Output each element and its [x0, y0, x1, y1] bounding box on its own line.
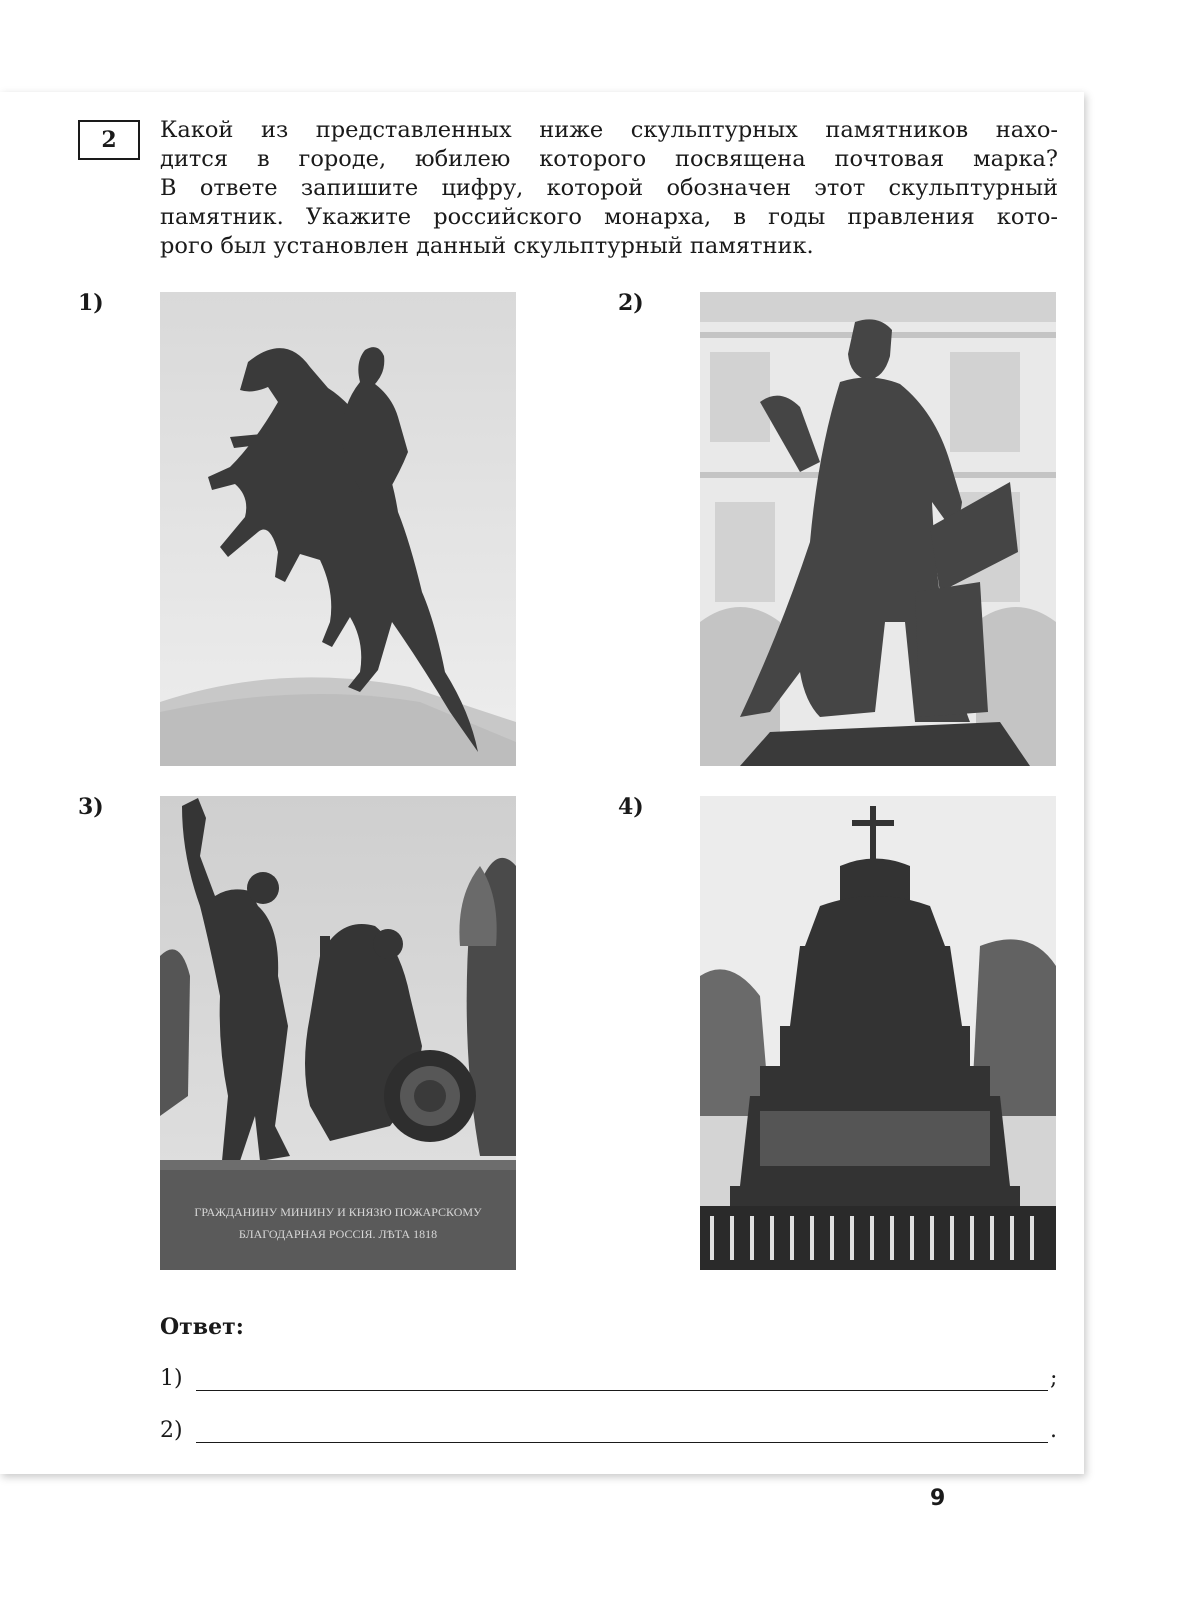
answer-1-label: 1) — [160, 1366, 183, 1391]
question-line: памятник. Укажите российского монарха, в годы правления кото- — [160, 204, 1058, 230]
answer-title: Ответ: — [160, 1314, 244, 1340]
answer-1-input-line[interactable] — [196, 1366, 1048, 1391]
task-number: 2 — [101, 127, 117, 153]
question-text — [160, 116, 1058, 261]
option-3-label: 3) — [78, 794, 104, 820]
answer-2-punct: . — [1050, 1418, 1057, 1443]
task-number-box — [78, 120, 140, 160]
svg-text:БЛАГОДАРНАЯ РОССІЯ. ЛѢТА 1818: БЛАГОДАРНАЯ РОССІЯ. ЛѢТА 1818 — [238, 1227, 438, 1241]
answer-2-input-line[interactable] — [196, 1418, 1048, 1443]
answer-1-punct: ; — [1050, 1366, 1058, 1391]
option-4-photo-millennium-of-russia — [700, 796, 1056, 1270]
answer-2-label: 2) — [160, 1418, 183, 1443]
option-2-label: 2) — [618, 290, 644, 316]
option-4-label: 4) — [618, 794, 644, 820]
option-3-photo-minin-pozharsky — [160, 796, 516, 1270]
question-line: дится в городе, юбилею которого посвящена почтовая марка? — [160, 146, 1058, 172]
question-line: Какой из представленных ниже скульптурных памятников нахо- — [160, 117, 1058, 143]
page-number: 9 — [930, 1486, 946, 1511]
option-2-photo-ivan-fyodorov — [700, 292, 1056, 766]
option-1-label: 1) — [78, 290, 104, 316]
question-line: рого был установлен данный скульптурный памятник. — [160, 233, 814, 259]
svg-text:ГРАЖДАНИНУ МИНИНУ И КНЯЗЮ ПОЖА: ГРАЖДАНИНУ МИНИНУ И КНЯЗЮ ПОЖАРСКОМУ — [194, 1205, 482, 1219]
question-line: В ответе запишите цифру, которой обозначен этот скульптурный — [160, 175, 1058, 201]
option-1-photo-bronze-horseman — [160, 292, 516, 766]
